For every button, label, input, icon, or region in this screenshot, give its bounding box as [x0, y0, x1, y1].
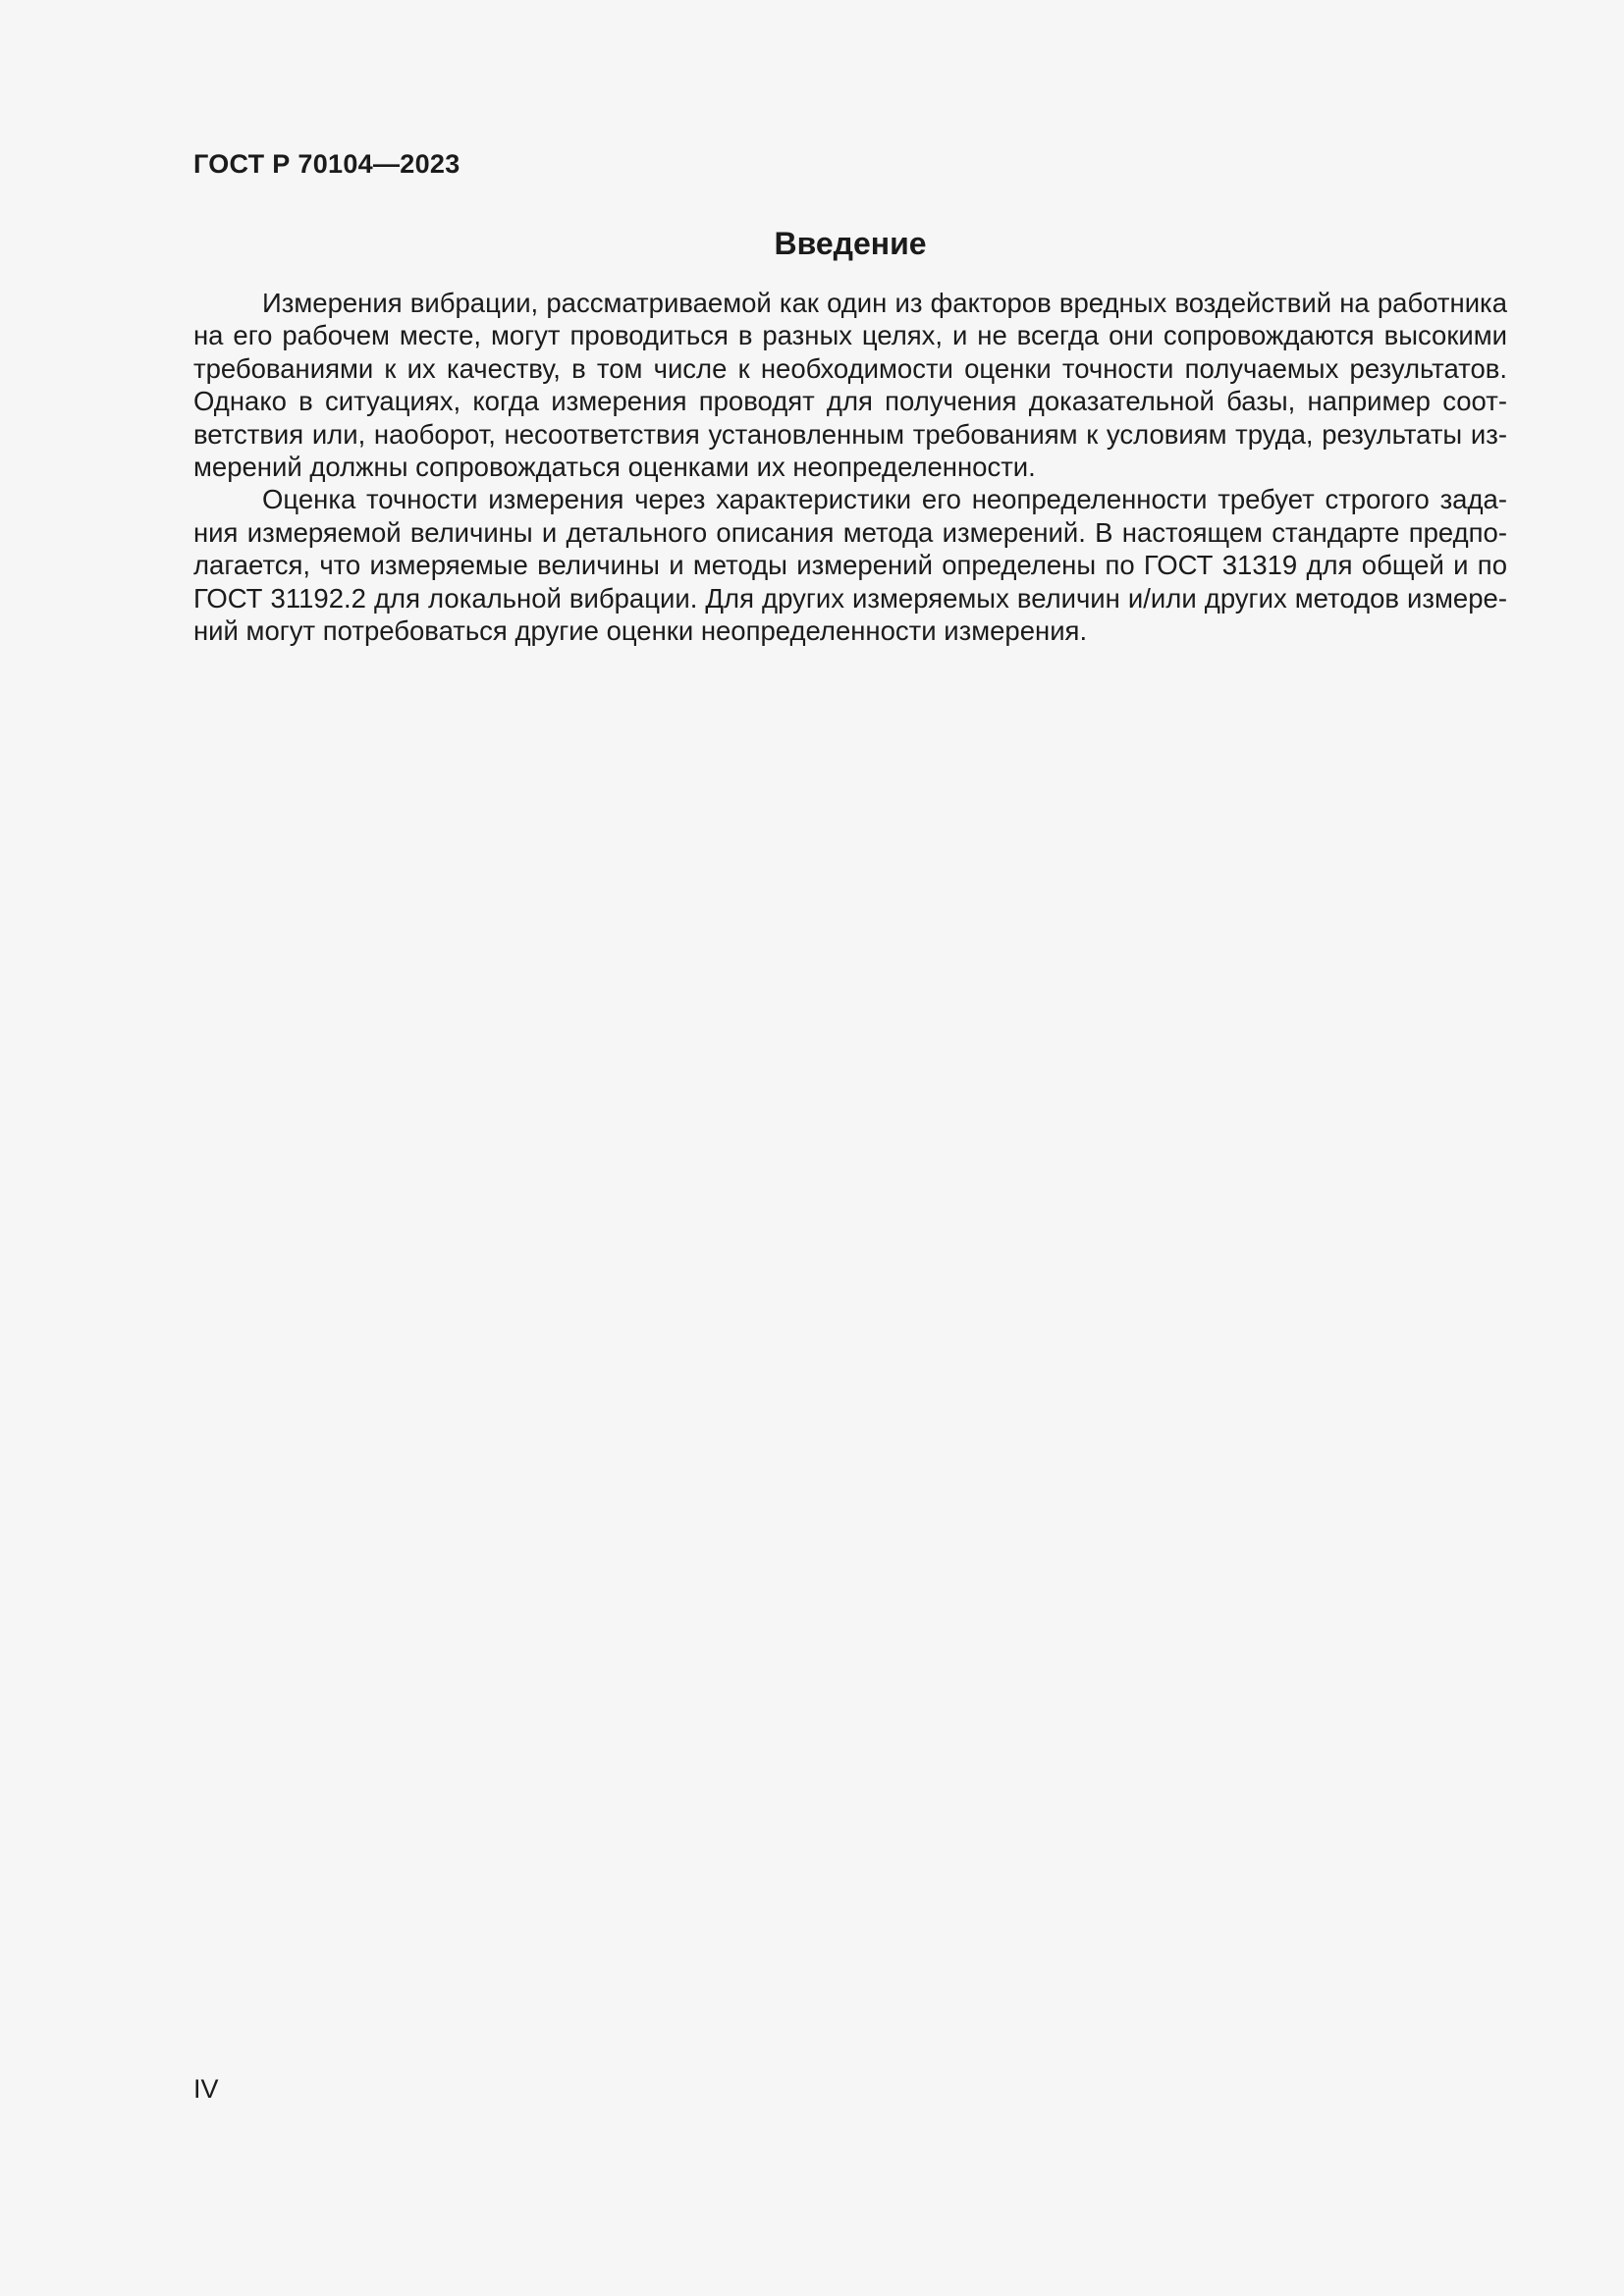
document-header: ГОСТ Р 70104—2023: [193, 149, 460, 179]
page-number: IV: [193, 2074, 219, 2104]
section-title: Введение: [774, 226, 927, 261]
paragraph-1: Измерения вибрации, рассматриваемой как один из факторов вредных воздействий на работника на его рабочем месте, могут проводиться в разных целях, и не всегда они сопровождаются высокими требованиями к их качеству, в том числе к необходимости оценки точности получаемых результатов. Однако в ситуациях, когда измерения проводят для получения доказательной базы, например соответствия или, наоборот, несоответствия установленным требованиям к условиям труда, результаты измерений должны сопровождаться оценками их неопределенности.: [193, 288, 1507, 483]
document-body: [193, 287, 1507, 647]
paragraph-2: Оценка точности измерения через характеристики его неопределенности требует строгого задания измеряемой величины и детального описания метода измерений. В настоящем стандарте предполагается, что измеряемые величины и методы измерений определены по ГОСТ 31319 для общей и по ГОСТ 31192.2 для локальной вибрации. Для других измеряемых величин и/или других методов измерений могут потребоваться другие оценки неопределенности измерения.: [193, 484, 1507, 647]
